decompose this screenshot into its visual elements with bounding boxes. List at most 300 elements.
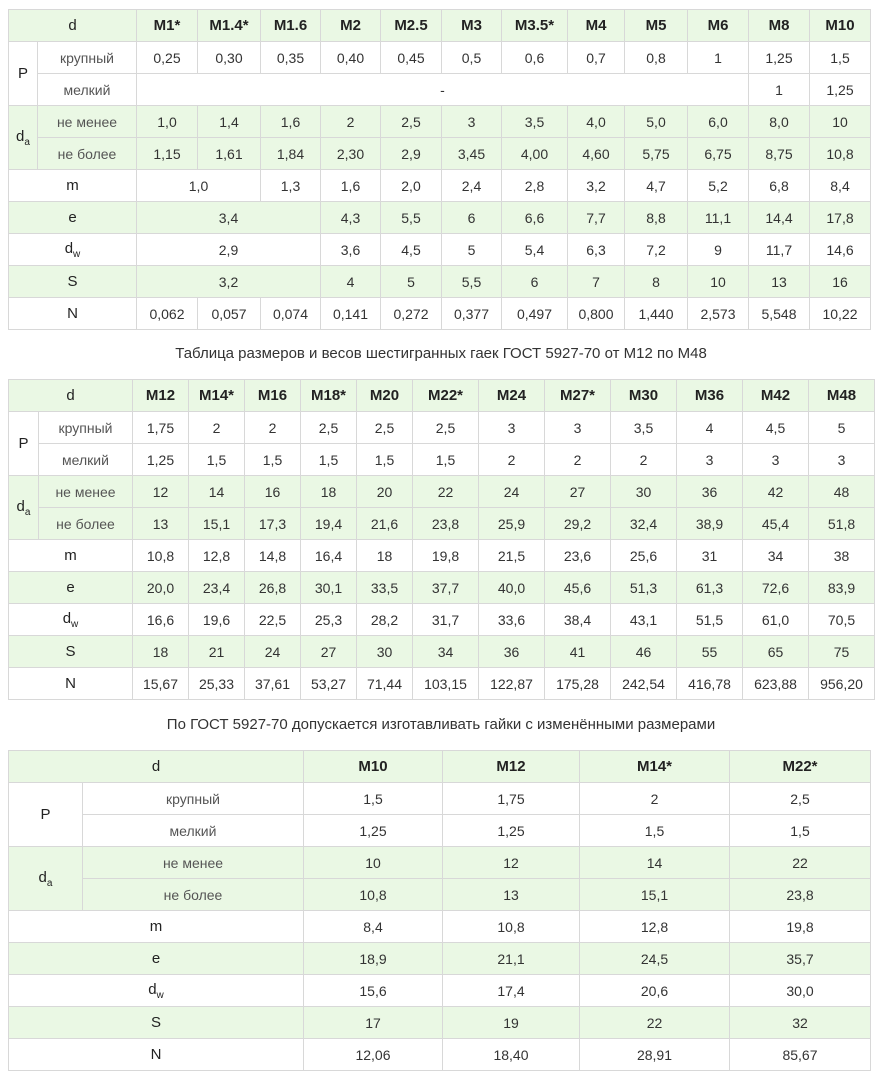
s-label: S [9, 636, 133, 668]
value-cell: 16,6 [133, 604, 189, 636]
value-cell: 956,20 [809, 668, 875, 700]
dw-label: $d_w$ [9, 975, 304, 1007]
value-cell: 2 [321, 106, 381, 138]
size-cell: M18* [301, 380, 357, 412]
value-cell: 2,5 [730, 783, 871, 815]
value-cell: 2 [245, 412, 301, 444]
value-cell: 71,44 [357, 668, 413, 700]
nut-table-m12-m48 [8, 379, 875, 700]
value-cell: 23,8 [413, 508, 479, 540]
value-cell: 21,5 [479, 540, 545, 572]
e-row [9, 943, 871, 975]
e-label: e [9, 572, 133, 604]
da-min-row [9, 847, 871, 879]
value-cell: 11,1 [688, 202, 749, 234]
d-header: d [9, 380, 133, 412]
value-cell: 2 [479, 444, 545, 476]
value-cell: 85,67 [730, 1039, 871, 1071]
value-cell: 11,7 [749, 234, 810, 266]
value-cell: 22 [413, 476, 479, 508]
value-cell: 15,67 [133, 668, 189, 700]
m-row [9, 540, 875, 572]
value-cell: 30,1 [301, 572, 357, 604]
value-cell: 0,377 [442, 298, 502, 330]
value-cell: 6,8 [749, 170, 810, 202]
value-cell: 4,3 [321, 202, 381, 234]
value-cell: 8,4 [810, 170, 871, 202]
value-cell: 1,84 [261, 138, 321, 170]
value-cell: 61,0 [743, 604, 809, 636]
size-cell: M30 [611, 380, 677, 412]
value-cell: 8,0 [749, 106, 810, 138]
value-cell: 242,54 [611, 668, 677, 700]
value-cell: 24 [479, 476, 545, 508]
value-cell: 1,5 [810, 42, 871, 74]
d-header: d [9, 10, 137, 42]
table-caption-modified-sizes: По ГОСТ 5927-70 допускается изготавливать гайки с изменёнными размерами [166, 716, 716, 733]
value-cell: 0,272 [381, 298, 442, 330]
merged-dash-cell: - [137, 74, 749, 106]
value-cell: 1,5 [413, 444, 479, 476]
value-cell: 10 [688, 266, 749, 298]
size-cell: M14* [189, 380, 245, 412]
value-cell: 1,6 [261, 106, 321, 138]
value-cell: 1 [688, 42, 749, 74]
value-cell: 3 [677, 444, 743, 476]
value-cell: 18,40 [443, 1039, 580, 1071]
value-cell: 1,5 [357, 444, 413, 476]
s-row [9, 1007, 871, 1039]
value-cell: 9 [688, 234, 749, 266]
value-cell: 36 [479, 636, 545, 668]
value-cell: 72,6 [743, 572, 809, 604]
value-cell: 2,8 [502, 170, 568, 202]
value-cell: 34 [413, 636, 479, 668]
size-cell: M42 [743, 380, 809, 412]
size-cell: M12 [443, 751, 580, 783]
m-label: m [9, 170, 137, 202]
value-cell: 18 [133, 636, 189, 668]
value-cell: 25,6 [611, 540, 677, 572]
n-row [9, 668, 875, 700]
table-caption-m12-m48: Таблица размеров и весов шестигранных гаек ГОСТ 5927-70 от М12 по М48 [175, 345, 707, 362]
da-min-row [9, 106, 871, 138]
e-row [9, 202, 871, 234]
value-cell: 31,7 [413, 604, 479, 636]
size-cell: M16 [245, 380, 301, 412]
value-cell: 30,0 [730, 975, 871, 1007]
value-cell: 48 [809, 476, 875, 508]
value-cell: 34 [743, 540, 809, 572]
m-row [9, 170, 871, 202]
e-row [9, 572, 875, 604]
value-cell: 32 [730, 1007, 871, 1039]
da-max-row [9, 138, 871, 170]
size-cell: M1* [137, 10, 198, 42]
value-cell: 0,45 [381, 42, 442, 74]
value-cell: 1,0 [137, 106, 198, 138]
value-cell: 1,15 [137, 138, 198, 170]
value-cell: 18,9 [304, 943, 443, 975]
da-label: $d_a$ [9, 476, 39, 540]
value-cell: 1,440 [625, 298, 688, 330]
value-cell: 5,75 [625, 138, 688, 170]
value-cell: 0,7 [568, 42, 625, 74]
value-cell: 175,28 [545, 668, 611, 700]
size-cell: M27* [545, 380, 611, 412]
value-cell: 13 [443, 879, 580, 911]
fine-label: мелкий [83, 815, 304, 847]
value-cell: 13 [133, 508, 189, 540]
n-label: N [9, 298, 137, 330]
value-cell: 19 [443, 1007, 580, 1039]
value-cell: 0,800 [568, 298, 625, 330]
value-cell: 13 [749, 266, 810, 298]
value-cell: 51,5 [677, 604, 743, 636]
size-cell: M20 [357, 380, 413, 412]
value-cell: 3 [479, 412, 545, 444]
value-cell: 0,497 [502, 298, 568, 330]
value-cell: 4 [321, 266, 381, 298]
value-cell: 5,4 [502, 234, 568, 266]
value-cell: 2,5 [301, 412, 357, 444]
max-label: не более [83, 879, 304, 911]
size-cell: M3.5* [502, 10, 568, 42]
value-cell: 16 [810, 266, 871, 298]
value-cell: 0,062 [137, 298, 198, 330]
value-cell: 17,4 [443, 975, 580, 1007]
value-cell: 25,33 [189, 668, 245, 700]
min-label: не менее [83, 847, 304, 879]
value-cell: 22 [730, 847, 871, 879]
value-cell: 23,8 [730, 879, 871, 911]
value-cell: 416,78 [677, 668, 743, 700]
value-cell: 2,5 [381, 106, 442, 138]
value-cell: 20,6 [580, 975, 730, 1007]
dw-row [9, 604, 875, 636]
dw-row [9, 975, 871, 1007]
value-cell: 4,0 [568, 106, 625, 138]
value-cell: 7,7 [568, 202, 625, 234]
value-cell: 1,4 [198, 106, 261, 138]
value-cell: 8,4 [304, 911, 443, 943]
value-cell: 7,2 [625, 234, 688, 266]
value-cell: 2,30 [321, 138, 381, 170]
value-cell: 46 [611, 636, 677, 668]
value-cell: 7 [568, 266, 625, 298]
value-cell: 5,5 [442, 266, 502, 298]
value-cell: 6 [502, 266, 568, 298]
value-cell: 1,5 [580, 815, 730, 847]
da-max-row [9, 508, 875, 540]
value-cell: 3 [743, 444, 809, 476]
da-label: $d_a$ [9, 106, 38, 170]
size-cell: M2 [321, 10, 381, 42]
value-cell: 4,5 [743, 412, 809, 444]
value-cell: 4,5 [381, 234, 442, 266]
da-max-row [9, 879, 871, 911]
value-cell: 10,22 [810, 298, 871, 330]
size-cell: M10 [810, 10, 871, 42]
value-cell: 2 [580, 783, 730, 815]
header-row [9, 10, 871, 42]
value-cell: 12,8 [580, 911, 730, 943]
value-cell: 51,8 [809, 508, 875, 540]
value-cell: 18 [357, 540, 413, 572]
p-coarse-row [9, 42, 871, 74]
value-cell: 10,8 [304, 879, 443, 911]
value-cell: 27 [301, 636, 357, 668]
value-cell: 6,6 [502, 202, 568, 234]
size-cell: M1.4* [198, 10, 261, 42]
value-cell: 0,141 [321, 298, 381, 330]
value-cell: 12 [133, 476, 189, 508]
value-cell: 33,5 [357, 572, 413, 604]
value-cell: 14,6 [810, 234, 871, 266]
value-cell: 3,6 [321, 234, 381, 266]
value-cell: 38,9 [677, 508, 743, 540]
value-cell: 25,9 [479, 508, 545, 540]
s-label: S [9, 266, 137, 298]
value-cell: 5,2 [688, 170, 749, 202]
value-cell: 0,35 [261, 42, 321, 74]
value-cell: 17 [304, 1007, 443, 1039]
value-cell: 3 [809, 444, 875, 476]
size-cell: M10 [304, 751, 443, 783]
p-coarse-row [9, 412, 875, 444]
max-label: не более [39, 508, 133, 540]
header-row [9, 751, 871, 783]
value-cell: 42 [743, 476, 809, 508]
min-label: не менее [39, 476, 133, 508]
size-cell: M36 [677, 380, 743, 412]
value-cell: 18 [301, 476, 357, 508]
value-cell: 28,91 [580, 1039, 730, 1071]
value-cell: 1,61 [198, 138, 261, 170]
value-cell: 43,1 [611, 604, 677, 636]
value-cell: 31 [677, 540, 743, 572]
value-cell: 10,8 [133, 540, 189, 572]
value-cell: 37,7 [413, 572, 479, 604]
size-cell: M4 [568, 10, 625, 42]
value-cell: 53,27 [301, 668, 357, 700]
value-cell: 3,5 [611, 412, 677, 444]
value-cell: 1,75 [133, 412, 189, 444]
value-cell: 61,3 [677, 572, 743, 604]
m-label: m [9, 911, 304, 943]
value-cell: 2,5 [413, 412, 479, 444]
value-cell: 37,61 [245, 668, 301, 700]
nut-table-m1-m10 [8, 9, 871, 330]
p-coarse-row [9, 783, 871, 815]
e-label: e [9, 202, 137, 234]
value-cell: 19,8 [413, 540, 479, 572]
coarse-label: крупный [83, 783, 304, 815]
value-cell: 0,25 [137, 42, 198, 74]
value-cell: 2 [189, 412, 245, 444]
value-cell: 1,5 [304, 783, 443, 815]
value-cell: 1,75 [443, 783, 580, 815]
size-cell: M48 [809, 380, 875, 412]
merged-value-cell: 1,0 [137, 170, 261, 202]
value-cell: 17,8 [810, 202, 871, 234]
value-cell: 30 [611, 476, 677, 508]
size-cell: M2.5 [381, 10, 442, 42]
value-cell: 20,0 [133, 572, 189, 604]
size-cell: M5 [625, 10, 688, 42]
da-label: $d_a$ [9, 847, 83, 911]
value-cell: 14,4 [749, 202, 810, 234]
value-cell: 15,6 [304, 975, 443, 1007]
value-cell: 8,8 [625, 202, 688, 234]
value-cell: 0,5 [442, 42, 502, 74]
value-cell: 3,45 [442, 138, 502, 170]
value-cell: 10,8 [810, 138, 871, 170]
value-cell: 0,8 [625, 42, 688, 74]
value-cell: 15,1 [189, 508, 245, 540]
value-cell: 1,5 [301, 444, 357, 476]
value-cell: 14,8 [245, 540, 301, 572]
n-label: N [9, 668, 133, 700]
value-cell: 12 [443, 847, 580, 879]
fine-label: мелкий [39, 444, 133, 476]
value-cell: 1,3 [261, 170, 321, 202]
value-cell: 16,4 [301, 540, 357, 572]
value-cell: 8,75 [749, 138, 810, 170]
value-cell: 6,75 [688, 138, 749, 170]
value-cell: 19,4 [301, 508, 357, 540]
value-cell: 5 [381, 266, 442, 298]
value-cell: 2,573 [688, 298, 749, 330]
value-cell: 40,0 [479, 572, 545, 604]
value-cell: 32,4 [611, 508, 677, 540]
size-cell: M1.6 [261, 10, 321, 42]
merged-value-cell: 3,2 [137, 266, 321, 298]
value-cell: 1,5 [730, 815, 871, 847]
value-cell: 41 [545, 636, 611, 668]
value-cell: 15,1 [580, 879, 730, 911]
value-cell: 27 [545, 476, 611, 508]
size-cell: M12 [133, 380, 189, 412]
m-label: m [9, 540, 133, 572]
value-cell: 3,5 [502, 106, 568, 138]
value-cell: 45,6 [545, 572, 611, 604]
p-label: P [9, 412, 39, 476]
header-row [9, 380, 875, 412]
value-cell: 21,1 [443, 943, 580, 975]
value-cell: 2,9 [381, 138, 442, 170]
coarse-label: крупный [38, 42, 137, 74]
value-cell: 70,5 [809, 604, 875, 636]
value-cell: 38,4 [545, 604, 611, 636]
value-cell: 1 [749, 74, 810, 106]
s-row [9, 266, 871, 298]
value-cell: 14 [580, 847, 730, 879]
merged-value-cell: 2,9 [137, 234, 321, 266]
value-cell: 33,6 [479, 604, 545, 636]
value-cell: 4,60 [568, 138, 625, 170]
p-label: P [9, 42, 38, 106]
p-label: P [9, 783, 83, 847]
value-cell: 3,2 [568, 170, 625, 202]
value-cell: 20 [357, 476, 413, 508]
size-cell: M22* [413, 380, 479, 412]
max-label: не более [38, 138, 137, 170]
e-label: e [9, 943, 304, 975]
value-cell: 19,8 [730, 911, 871, 943]
value-cell: 1,25 [749, 42, 810, 74]
n-row [9, 298, 871, 330]
value-cell: 103,15 [413, 668, 479, 700]
value-cell: 23,4 [189, 572, 245, 604]
value-cell: 4,7 [625, 170, 688, 202]
value-cell: 5 [809, 412, 875, 444]
value-cell: 5 [442, 234, 502, 266]
d-header: d [9, 751, 304, 783]
value-cell: 5,5 [381, 202, 442, 234]
p-fine-row [9, 815, 871, 847]
min-label: не менее [38, 106, 137, 138]
value-cell: 26,8 [245, 572, 301, 604]
value-cell: 35,7 [730, 943, 871, 975]
value-cell: 10,8 [443, 911, 580, 943]
value-cell: 1,25 [810, 74, 871, 106]
value-cell: 2,4 [442, 170, 502, 202]
value-cell: 21 [189, 636, 245, 668]
value-cell: 1,25 [304, 815, 443, 847]
value-cell: 8 [625, 266, 688, 298]
value-cell: 1,25 [133, 444, 189, 476]
size-cell: M22* [730, 751, 871, 783]
value-cell: 22,5 [245, 604, 301, 636]
value-cell: 12,06 [304, 1039, 443, 1071]
s-label: S [9, 1007, 304, 1039]
value-cell: 1,25 [443, 815, 580, 847]
size-cell: M14* [580, 751, 730, 783]
value-cell: 6,0 [688, 106, 749, 138]
value-cell: 5,548 [749, 298, 810, 330]
value-cell: 4,00 [502, 138, 568, 170]
value-cell: 55 [677, 636, 743, 668]
value-cell: 6 [442, 202, 502, 234]
value-cell: 0,6 [502, 42, 568, 74]
dw-label: $d_w$ [9, 234, 137, 266]
value-cell: 22 [580, 1007, 730, 1039]
value-cell: 1,6 [321, 170, 381, 202]
value-cell: 29,2 [545, 508, 611, 540]
value-cell: 24,5 [580, 943, 730, 975]
n-label: N [9, 1039, 304, 1071]
s-row [9, 636, 875, 668]
value-cell: 4 [677, 412, 743, 444]
merged-value-cell: 3,4 [137, 202, 321, 234]
value-cell: 1,5 [245, 444, 301, 476]
value-cell: 5,0 [625, 106, 688, 138]
value-cell: 0,074 [261, 298, 321, 330]
value-cell: 36 [677, 476, 743, 508]
da-min-row [9, 476, 875, 508]
value-cell: 51,3 [611, 572, 677, 604]
dw-row [9, 234, 871, 266]
value-cell: 25,3 [301, 604, 357, 636]
value-cell: 30 [357, 636, 413, 668]
nut-table-modified-sizes [8, 750, 871, 1071]
value-cell: 45,4 [743, 508, 809, 540]
value-cell: 17,3 [245, 508, 301, 540]
value-cell: 38 [809, 540, 875, 572]
size-cell: M3 [442, 10, 502, 42]
size-cell: M8 [749, 10, 810, 42]
